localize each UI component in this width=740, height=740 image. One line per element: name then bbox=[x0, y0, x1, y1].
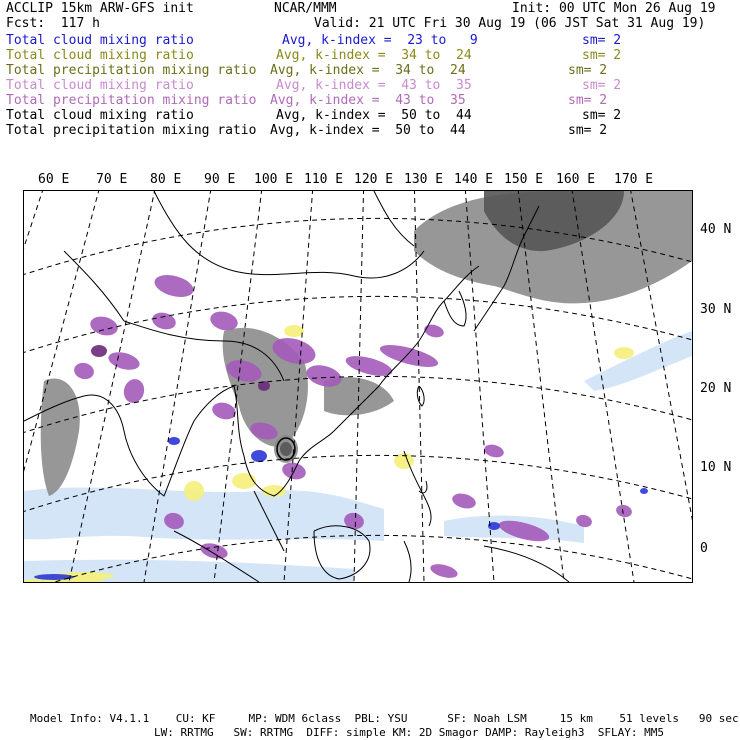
field-kindex: Avg, k-index = 34 to 24 bbox=[270, 63, 466, 78]
init-time: Init: 00 UTC Mon 26 Aug 19 bbox=[512, 1, 716, 16]
coastline bbox=[404, 451, 431, 526]
cloud-patch-blue bbox=[251, 450, 267, 462]
cloud-patch-purple bbox=[429, 562, 459, 581]
lat-label: 0 bbox=[700, 541, 708, 556]
cloud-patch-yellow bbox=[284, 325, 304, 337]
lon-label: 160 E bbox=[556, 172, 596, 187]
field-smoothing: sm= 2 bbox=[582, 78, 622, 93]
lon-label: 90 E bbox=[204, 172, 236, 187]
lat-label: 10 N bbox=[700, 460, 732, 475]
cloud-patch-yellow bbox=[614, 347, 634, 359]
field-smoothing: sm= 2 bbox=[568, 63, 608, 78]
legend-row bbox=[6, 108, 734, 123]
cloud-band-light-blue bbox=[24, 487, 384, 541]
legend-row bbox=[6, 123, 734, 138]
field-label: Total precipitation mixing ratio bbox=[6, 123, 257, 138]
lon-label: 110 E bbox=[304, 172, 344, 187]
lat-label: 30 N bbox=[700, 302, 732, 317]
field-kindex: Avg, k-index = 50 to 44 bbox=[276, 108, 472, 123]
cloud-patch-yellow bbox=[262, 485, 286, 497]
cloud-band-light-blue bbox=[584, 331, 692, 391]
lon-label: 60 E bbox=[38, 172, 70, 187]
field-smoothing: sm= 2 bbox=[568, 93, 608, 108]
field-label: Total precipitation mixing ratio bbox=[6, 93, 257, 108]
field-label: Total precipitation mixing ratio bbox=[6, 63, 257, 78]
field-label: Total cloud mixing ratio bbox=[6, 78, 194, 93]
lon-label: 100 E bbox=[254, 172, 294, 187]
field-smoothing: sm= 2 bbox=[582, 33, 622, 48]
cloud-patch-purple bbox=[106, 349, 141, 373]
lat-label: 20 N bbox=[700, 381, 732, 396]
field-kindex: Avg, k-index = 43 to 35 bbox=[276, 78, 472, 93]
cloud-patch-yellow bbox=[232, 473, 256, 489]
field-kindex: Avg, k-index = 50 to 44 bbox=[270, 123, 466, 138]
coastline bbox=[404, 541, 569, 582]
lon-label: 80 E bbox=[150, 172, 182, 187]
map-canvas bbox=[24, 191, 692, 582]
cloud-patch-blue bbox=[34, 574, 74, 580]
cloud-patch-dark-purple bbox=[91, 345, 107, 357]
org-label: NCAR/MMM bbox=[274, 1, 337, 16]
lon-label: 150 E bbox=[504, 172, 544, 187]
cloud-patch-blue bbox=[168, 437, 180, 445]
field-smoothing: sm= 2 bbox=[568, 123, 608, 138]
legend-row bbox=[6, 78, 734, 93]
field-label: Total cloud mixing ratio bbox=[6, 48, 194, 63]
typhoon-core bbox=[280, 442, 292, 456]
lon-label: 140 E bbox=[454, 172, 494, 187]
field-kindex: Avg, k-index = 23 to 9 bbox=[282, 33, 478, 48]
cloud-patch-purple bbox=[152, 271, 196, 301]
coastline bbox=[417, 386, 424, 406]
legend-row bbox=[6, 48, 734, 63]
field-label: Total cloud mixing ratio bbox=[6, 33, 194, 48]
valid-time: Valid: 21 UTC Fri 30 Aug 19 (06 JST Sat 31 Aug 19) bbox=[314, 16, 706, 31]
map-panel bbox=[23, 190, 693, 583]
legend-row bbox=[6, 63, 734, 78]
field-smoothing: sm= 2 bbox=[582, 48, 622, 63]
cloud-mass-gray bbox=[41, 378, 80, 496]
lon-label: 170 E bbox=[614, 172, 654, 187]
cloud-patch-blue bbox=[640, 488, 648, 494]
field-label: Total cloud mixing ratio bbox=[6, 108, 194, 123]
forecast-hour: Fcst: 117 h bbox=[6, 16, 100, 31]
lat-label: 40 N bbox=[700, 222, 732, 237]
cloud-patch-purple bbox=[423, 323, 445, 340]
legend-row bbox=[6, 33, 734, 48]
parallel-line bbox=[24, 296, 692, 359]
field-kindex: Avg, k-index = 34 to 24 bbox=[276, 48, 472, 63]
model-info-line1: Model Info: V4.1.1 CU: KF MP: WDM 6class PBL: YSU SF: Noah LSM 15 km 51 levels 90 sec bbox=[30, 712, 739, 725]
cloud-patch-purple bbox=[615, 503, 634, 519]
field-smoothing: sm= 2 bbox=[582, 108, 622, 123]
cloud-patch-purple bbox=[483, 443, 505, 460]
field-kindex: Avg, k-index = 43 to 35 bbox=[270, 93, 466, 108]
coastline bbox=[154, 191, 424, 278]
legend-row bbox=[6, 93, 734, 108]
forecast-fields bbox=[24, 191, 692, 582]
cloud-patch-purple bbox=[72, 361, 95, 382]
coastline bbox=[444, 291, 466, 326]
lon-label: 120 E bbox=[354, 172, 394, 187]
cloud-patch-yellow bbox=[184, 481, 204, 501]
model-info-line2: LW: RRTMG SW: RRTMG DIFF: simple KM: 2D Smagor DAMP: Rayleigh3 SFLAY: MM5 bbox=[154, 726, 664, 739]
cloud-patch-purple bbox=[210, 400, 237, 422]
cloud-patch-purple bbox=[451, 491, 478, 511]
cloud-patch-purple bbox=[88, 314, 120, 339]
model-title: ACCLIP 15km ARW-GFS init bbox=[6, 1, 194, 16]
cloud-patch-purple bbox=[199, 541, 230, 562]
cloud-patch-purple bbox=[150, 310, 177, 332]
lon-label: 130 E bbox=[404, 172, 444, 187]
lon-label: 70 E bbox=[96, 172, 128, 187]
